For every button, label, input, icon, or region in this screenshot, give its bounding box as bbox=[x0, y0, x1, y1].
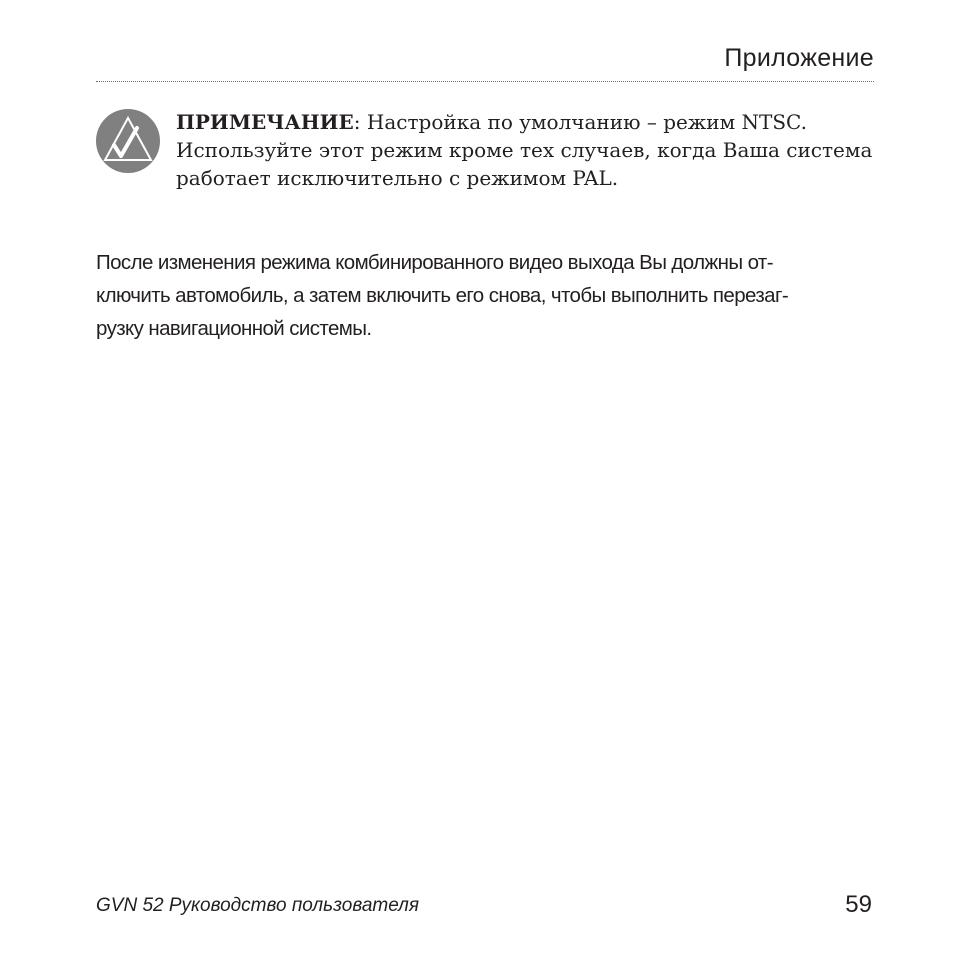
note-separator: : bbox=[353, 110, 361, 134]
note-text-line: работает исключительно с режимом PAL. bbox=[176, 166, 619, 190]
note-label: ПРИМЕЧАНИЕ bbox=[176, 110, 354, 134]
note-text-line: Используйте этот режим кроме тех случаев, когда Ваша система bbox=[176, 138, 873, 162]
note-text-line: Настройка по умолчанию – режим NTSC. bbox=[360, 110, 807, 134]
body-paragraph bbox=[96, 246, 856, 345]
body-line: ключить автомобиль, а затем включить его снова, чтобы выполнить перезаг- bbox=[96, 284, 789, 307]
body-line: После изменения режима комбинированного видео выхода Вы должны от- bbox=[96, 251, 773, 274]
section-title: Приложение bbox=[724, 44, 874, 72]
page-number: 59 bbox=[845, 891, 872, 918]
note-block bbox=[176, 108, 876, 192]
checkmark-triangle-icon bbox=[95, 108, 161, 174]
body-line: рузку навигационной системы. bbox=[96, 317, 372, 340]
note-line-1 bbox=[176, 108, 876, 136]
header-divider bbox=[96, 81, 874, 82]
footer-manual-title: GVN 52 Руководство пользователя bbox=[96, 895, 420, 916]
